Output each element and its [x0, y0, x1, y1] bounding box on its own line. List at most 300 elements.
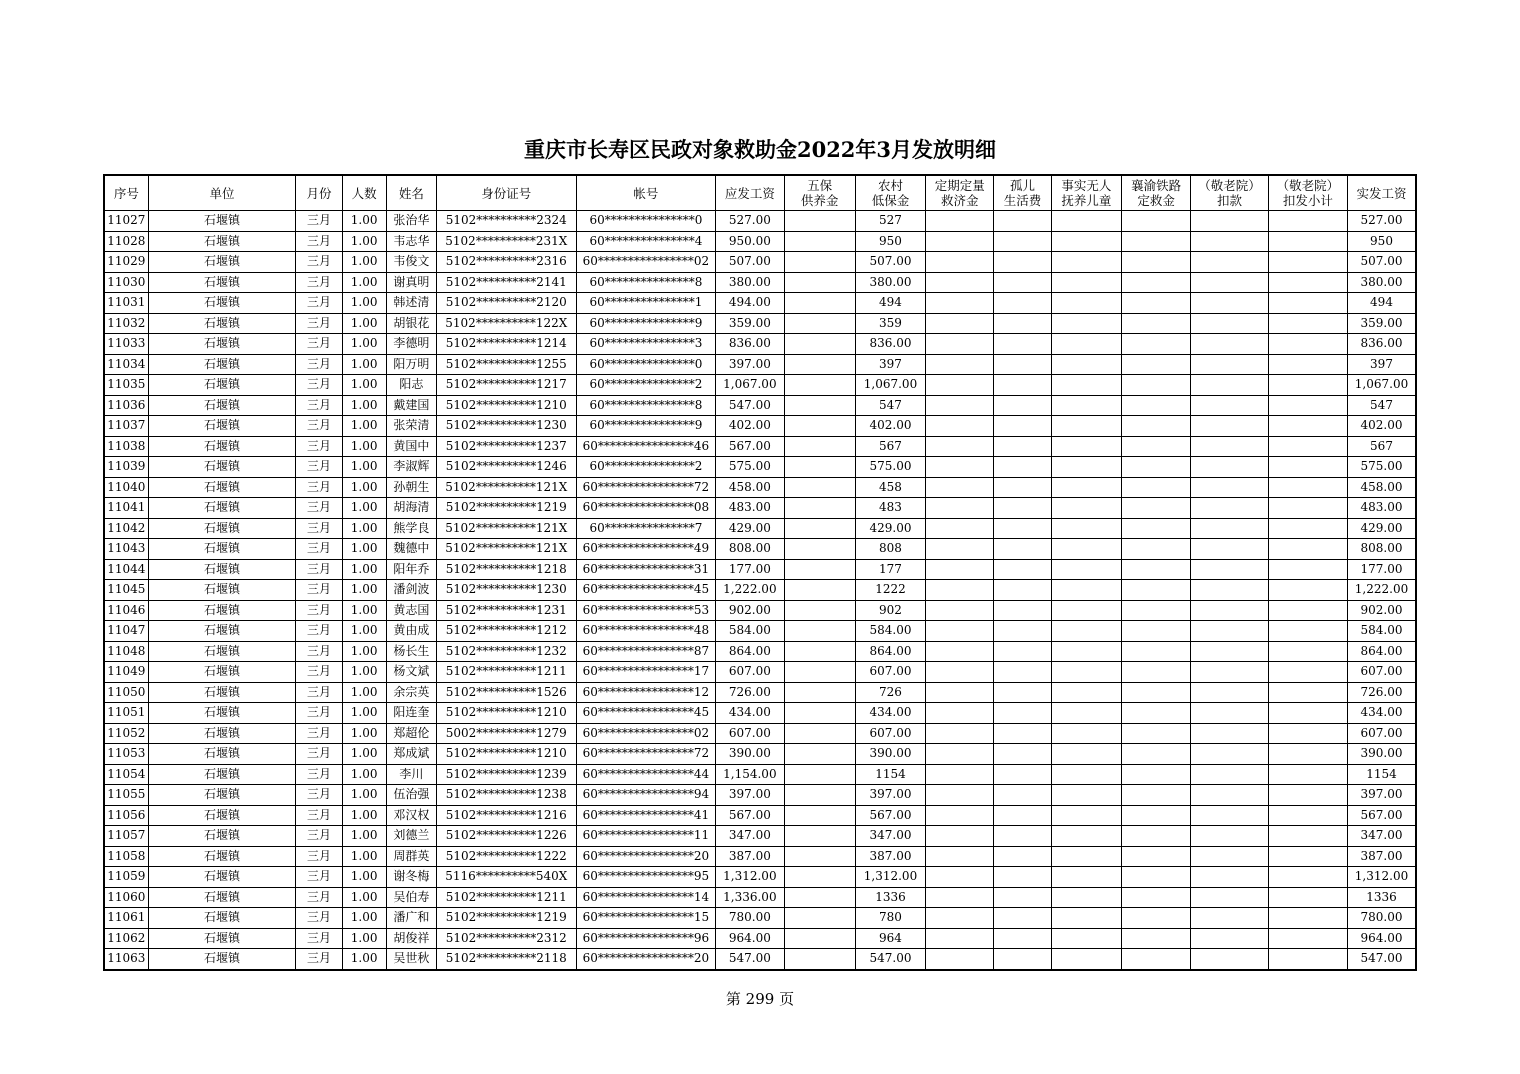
unit-cell: 石堰镇 [148, 826, 296, 847]
table-row [104, 272, 1416, 293]
account-cell: 60****************14 [576, 887, 716, 908]
payable-cell: 950.00 [716, 231, 784, 252]
account-cell: 60****************02 [576, 723, 716, 744]
deduction-cell [1191, 600, 1268, 621]
col-id-header: 身份证号 [436, 175, 576, 211]
count-cell: 1.00 [342, 231, 386, 252]
railway-cell [1122, 621, 1191, 642]
orphan-cell [994, 252, 1051, 273]
wubao-cell [784, 928, 855, 949]
wubao-cell [784, 949, 855, 970]
dibao-cell: 547 [855, 395, 925, 416]
name-cell: 周群英 [386, 846, 436, 867]
railway-cell [1122, 580, 1191, 601]
id-cell: 5102**********1255 [436, 354, 576, 375]
payable-cell: 836.00 [716, 334, 784, 355]
fixed-relief-cell [926, 662, 994, 683]
actual-cell: 1336 [1348, 887, 1416, 908]
actual-cell: 507.00 [1348, 252, 1416, 273]
count-cell: 1.00 [342, 887, 386, 908]
railway-cell [1122, 826, 1191, 847]
railway-cell [1122, 518, 1191, 539]
orphan-cell [994, 293, 1051, 314]
account-cell: 60****************41 [576, 805, 716, 826]
name-cell: 吴世秋 [386, 949, 436, 970]
account-cell: 60****************20 [576, 949, 716, 970]
seq-cell: 11029 [104, 252, 148, 273]
unattended-child-cell [1051, 744, 1121, 765]
table-row [104, 252, 1416, 273]
name-cell: 韦志华 [386, 231, 436, 252]
railway-cell [1122, 313, 1191, 334]
deduction-subtotal-cell [1268, 313, 1347, 334]
table-row [104, 518, 1416, 539]
payable-cell: 387.00 [716, 846, 784, 867]
month-cell: 三月 [296, 354, 342, 375]
deduction-cell [1191, 826, 1268, 847]
table-row [104, 662, 1416, 683]
payable-cell: 1,154.00 [716, 764, 784, 785]
payable-cell: 429.00 [716, 518, 784, 539]
deduction-subtotal-cell [1268, 375, 1347, 396]
account-cell: 60****************53 [576, 600, 716, 621]
payable-cell: 402.00 [716, 416, 784, 437]
fixed-relief-cell [926, 436, 994, 457]
seq-cell: 11057 [104, 826, 148, 847]
table-row [104, 887, 1416, 908]
month-cell: 三月 [296, 375, 342, 396]
name-cell: 杨文斌 [386, 662, 436, 683]
dibao-cell: 483 [855, 498, 925, 519]
count-cell: 1.00 [342, 703, 386, 724]
wubao-cell [784, 354, 855, 375]
month-cell: 三月 [296, 211, 342, 232]
id-cell: 5102**********1230 [436, 580, 576, 601]
seq-cell: 11035 [104, 375, 148, 396]
fixed-relief-cell [926, 395, 994, 416]
seq-cell: 11058 [104, 846, 148, 867]
railway-cell [1122, 252, 1191, 273]
seq-cell: 11049 [104, 662, 148, 683]
name-cell: 谢真明 [386, 272, 436, 293]
deduction-cell [1191, 805, 1268, 826]
id-cell: 5002**********1279 [436, 723, 576, 744]
seq-cell: 11054 [104, 764, 148, 785]
col-fixed-relief-header: 定期定量 救济金 [926, 175, 994, 211]
month-cell: 三月 [296, 949, 342, 970]
unattended-child-cell [1051, 354, 1121, 375]
name-cell: 李淑辉 [386, 457, 436, 478]
fixed-relief-cell [926, 621, 994, 642]
fixed-relief-cell [926, 252, 994, 273]
count-cell: 1.00 [342, 846, 386, 867]
wubao-cell [784, 231, 855, 252]
count-cell: 1.00 [342, 313, 386, 334]
id-cell: 5102**********2316 [436, 252, 576, 273]
railway-cell [1122, 477, 1191, 498]
account-cell: 60***************2 [576, 375, 716, 396]
table-row [104, 334, 1416, 355]
actual-cell: 607.00 [1348, 723, 1416, 744]
railway-cell [1122, 211, 1191, 232]
seq-cell: 11051 [104, 703, 148, 724]
deduction-cell [1191, 395, 1268, 416]
wubao-cell [784, 867, 855, 888]
month-cell: 三月 [296, 908, 342, 929]
name-cell: 刘德兰 [386, 826, 436, 847]
table-row [104, 682, 1416, 703]
fixed-relief-cell [926, 908, 994, 929]
dibao-cell: 902 [855, 600, 925, 621]
railway-cell [1122, 949, 1191, 970]
col-month-header: 月份 [296, 175, 342, 211]
seq-cell: 11056 [104, 805, 148, 826]
unattended-child-cell [1051, 293, 1121, 314]
id-cell: 5102**********1222 [436, 846, 576, 867]
unattended-child-cell [1051, 928, 1121, 949]
actual-cell: 402.00 [1348, 416, 1416, 437]
fixed-relief-cell [926, 805, 994, 826]
actual-cell: 1154 [1348, 764, 1416, 785]
deduction-cell [1191, 703, 1268, 724]
orphan-cell [994, 375, 1051, 396]
wubao-cell [784, 600, 855, 621]
wubao-cell [784, 641, 855, 662]
unit-cell: 石堰镇 [148, 293, 296, 314]
dibao-cell: 397 [855, 354, 925, 375]
name-cell: 韩述清 [386, 293, 436, 314]
deduction-subtotal-cell [1268, 867, 1347, 888]
month-cell: 三月 [296, 539, 342, 560]
payable-cell: 864.00 [716, 641, 784, 662]
orphan-cell [994, 949, 1051, 970]
month-cell: 三月 [296, 457, 342, 478]
unit-cell: 石堰镇 [148, 559, 296, 580]
fixed-relief-cell [926, 477, 994, 498]
table-row [104, 785, 1416, 806]
unattended-child-cell [1051, 621, 1121, 642]
table-row [104, 928, 1416, 949]
orphan-cell [994, 498, 1051, 519]
month-cell: 三月 [296, 518, 342, 539]
name-cell: 吴伯寿 [386, 887, 436, 908]
count-cell: 1.00 [342, 211, 386, 232]
seq-cell: 11059 [104, 867, 148, 888]
name-cell: 黄志国 [386, 600, 436, 621]
deduction-subtotal-cell [1268, 703, 1347, 724]
table-row [104, 457, 1416, 478]
actual-cell: 390.00 [1348, 744, 1416, 765]
count-cell: 1.00 [342, 826, 386, 847]
count-cell: 1.00 [342, 559, 386, 580]
seq-cell: 11034 [104, 354, 148, 375]
orphan-cell [994, 928, 1051, 949]
unattended-child-cell [1051, 949, 1121, 970]
actual-cell: 483.00 [1348, 498, 1416, 519]
seq-cell: 11053 [104, 744, 148, 765]
dibao-cell: 864.00 [855, 641, 925, 662]
wubao-cell [784, 887, 855, 908]
fixed-relief-cell [926, 518, 994, 539]
col-dibao-header: 农村 低保金 [855, 175, 925, 211]
deduction-subtotal-cell [1268, 498, 1347, 519]
count-cell: 1.00 [342, 252, 386, 273]
name-cell: 郑超伦 [386, 723, 436, 744]
payable-cell: 483.00 [716, 498, 784, 519]
id-cell: 5102**********2120 [436, 293, 576, 314]
count-cell: 1.00 [342, 785, 386, 806]
count-cell: 1.00 [342, 457, 386, 478]
orphan-cell [994, 559, 1051, 580]
unit-cell: 石堰镇 [148, 231, 296, 252]
account-cell: 60****************45 [576, 703, 716, 724]
unattended-child-cell [1051, 682, 1121, 703]
table-row [104, 559, 1416, 580]
unit-cell: 石堰镇 [148, 785, 296, 806]
orphan-cell [994, 334, 1051, 355]
orphan-cell [994, 662, 1051, 683]
table-row [104, 826, 1416, 847]
dibao-cell: 780 [855, 908, 925, 929]
dibao-cell: 380.00 [855, 272, 925, 293]
account-cell: 60****************02 [576, 252, 716, 273]
unattended-child-cell [1051, 559, 1121, 580]
deduction-subtotal-cell [1268, 887, 1347, 908]
wubao-cell [784, 846, 855, 867]
deduction-subtotal-cell [1268, 621, 1347, 642]
payable-cell: 607.00 [716, 723, 784, 744]
month-cell: 三月 [296, 805, 342, 826]
unattended-child-cell [1051, 785, 1121, 806]
orphan-cell [994, 805, 1051, 826]
deduction-subtotal-cell [1268, 723, 1347, 744]
account-cell: 60****************11 [576, 826, 716, 847]
unattended-child-cell [1051, 252, 1121, 273]
month-cell: 三月 [296, 334, 342, 355]
fixed-relief-cell [926, 826, 994, 847]
col-count-header: 人数 [342, 175, 386, 211]
count-cell: 1.00 [342, 436, 386, 457]
unit-cell: 石堰镇 [148, 641, 296, 662]
id-cell: 5102**********1226 [436, 826, 576, 847]
fixed-relief-cell [926, 457, 994, 478]
unattended-child-cell [1051, 723, 1121, 744]
account-cell: 60***************8 [576, 395, 716, 416]
unit-cell: 石堰镇 [148, 272, 296, 293]
month-cell: 三月 [296, 928, 342, 949]
account-cell: 60***************9 [576, 416, 716, 437]
deduction-cell [1191, 682, 1268, 703]
actual-cell: 1,067.00 [1348, 375, 1416, 396]
table-row [104, 908, 1416, 929]
actual-cell: 397 [1348, 354, 1416, 375]
name-cell: 潘广和 [386, 908, 436, 929]
payable-cell: 380.00 [716, 272, 784, 293]
payable-cell: 547.00 [716, 949, 784, 970]
unattended-child-cell [1051, 313, 1121, 334]
wubao-cell [784, 518, 855, 539]
unattended-child-cell [1051, 887, 1121, 908]
count-cell: 1.00 [342, 375, 386, 396]
id-cell: 5102**********2324 [436, 211, 576, 232]
account-cell: 60****************20 [576, 846, 716, 867]
fixed-relief-cell [926, 580, 994, 601]
orphan-cell [994, 580, 1051, 601]
unattended-child-cell [1051, 846, 1121, 867]
payable-cell: 434.00 [716, 703, 784, 724]
col-wubao-header: 五保 供养金 [784, 175, 855, 211]
payable-cell: 397.00 [716, 354, 784, 375]
railway-cell [1122, 498, 1191, 519]
actual-cell: 347.00 [1348, 826, 1416, 847]
fixed-relief-cell [926, 928, 994, 949]
col-deduction-header: （敬老院） 扣款 [1191, 175, 1268, 211]
railway-cell [1122, 928, 1191, 949]
count-cell: 1.00 [342, 354, 386, 375]
unattended-child-cell [1051, 641, 1121, 662]
dibao-cell: 964 [855, 928, 925, 949]
count-cell: 1.00 [342, 867, 386, 888]
wubao-cell [784, 436, 855, 457]
dibao-cell: 836.00 [855, 334, 925, 355]
table-row [104, 375, 1416, 396]
seq-cell: 11027 [104, 211, 148, 232]
col-railway-header: 襄渝铁路 定救金 [1122, 175, 1191, 211]
col-orphan-header: 孤儿 生活费 [994, 175, 1051, 211]
id-cell: 5102**********2141 [436, 272, 576, 293]
payable-cell: 547.00 [716, 395, 784, 416]
wubao-cell [784, 375, 855, 396]
name-cell: 潘剑波 [386, 580, 436, 601]
orphan-cell [994, 354, 1051, 375]
count-cell: 1.00 [342, 764, 386, 785]
deduction-cell [1191, 272, 1268, 293]
deduction-subtotal-cell [1268, 395, 1347, 416]
seq-cell: 11041 [104, 498, 148, 519]
deduction-cell [1191, 518, 1268, 539]
railway-cell [1122, 641, 1191, 662]
col-payable-header: 应发工资 [716, 175, 784, 211]
account-cell: 60***************4 [576, 231, 716, 252]
name-cell: 胡俊祥 [386, 928, 436, 949]
count-cell: 1.00 [342, 723, 386, 744]
account-cell: 60****************45 [576, 580, 716, 601]
wubao-cell [784, 826, 855, 847]
railway-cell [1122, 662, 1191, 683]
dibao-cell: 607.00 [855, 723, 925, 744]
count-cell: 1.00 [342, 928, 386, 949]
unattended-child-cell [1051, 457, 1121, 478]
deduction-cell [1191, 477, 1268, 498]
wubao-cell [784, 621, 855, 642]
name-cell: 李德明 [386, 334, 436, 355]
unattended-child-cell [1051, 908, 1121, 929]
wubao-cell [784, 723, 855, 744]
deduction-subtotal-cell [1268, 682, 1347, 703]
name-cell: 伍治强 [386, 785, 436, 806]
id-cell: 5116**********540X [436, 867, 576, 888]
table-row [104, 395, 1416, 416]
actual-cell: 429.00 [1348, 518, 1416, 539]
wubao-cell [784, 764, 855, 785]
fixed-relief-cell [926, 416, 994, 437]
name-cell: 胡海清 [386, 498, 436, 519]
wubao-cell [784, 395, 855, 416]
seq-cell: 11037 [104, 416, 148, 437]
orphan-cell [994, 272, 1051, 293]
seq-cell: 11038 [104, 436, 148, 457]
payable-cell: 567.00 [716, 805, 784, 826]
name-cell: 邓汉权 [386, 805, 436, 826]
actual-cell: 964.00 [1348, 928, 1416, 949]
orphan-cell [994, 211, 1051, 232]
deduction-cell [1191, 559, 1268, 580]
fixed-relief-cell [926, 682, 994, 703]
deduction-subtotal-cell [1268, 805, 1347, 826]
orphan-cell [994, 826, 1051, 847]
dibao-cell: 434.00 [855, 703, 925, 724]
orphan-cell [994, 416, 1051, 437]
unit-cell: 石堰镇 [148, 662, 296, 683]
wubao-cell [784, 539, 855, 560]
dibao-cell: 177 [855, 559, 925, 580]
dibao-cell: 1154 [855, 764, 925, 785]
wubao-cell [784, 334, 855, 355]
orphan-cell [994, 313, 1051, 334]
month-cell: 三月 [296, 682, 342, 703]
dibao-cell: 402.00 [855, 416, 925, 437]
dibao-cell: 547.00 [855, 949, 925, 970]
count-cell: 1.00 [342, 600, 386, 621]
seq-cell: 11061 [104, 908, 148, 929]
id-cell: 5102**********1526 [436, 682, 576, 703]
fixed-relief-cell [926, 231, 994, 252]
deduction-subtotal-cell [1268, 764, 1347, 785]
account-cell: 60***************0 [576, 211, 716, 232]
dibao-cell: 1,312.00 [855, 867, 925, 888]
account-cell: 60****************44 [576, 764, 716, 785]
orphan-cell [994, 867, 1051, 888]
id-cell: 5102**********1239 [436, 764, 576, 785]
month-cell: 三月 [296, 559, 342, 580]
deduction-subtotal-cell [1268, 252, 1347, 273]
actual-cell: 575.00 [1348, 457, 1416, 478]
actual-cell: 494 [1348, 293, 1416, 314]
unattended-child-cell [1051, 764, 1121, 785]
account-cell: 60****************87 [576, 641, 716, 662]
account-cell: 60****************72 [576, 744, 716, 765]
dibao-cell: 808 [855, 539, 925, 560]
month-cell: 三月 [296, 436, 342, 457]
account-cell: 60****************17 [576, 662, 716, 683]
railway-cell [1122, 887, 1191, 908]
payable-cell: 964.00 [716, 928, 784, 949]
unit-cell: 石堰镇 [148, 457, 296, 478]
deduction-subtotal-cell [1268, 457, 1347, 478]
orphan-cell [994, 477, 1051, 498]
unattended-child-cell [1051, 703, 1121, 724]
deduction-subtotal-cell [1268, 928, 1347, 949]
railway-cell [1122, 785, 1191, 806]
wubao-cell [784, 477, 855, 498]
id-cell: 5102**********2312 [436, 928, 576, 949]
account-cell: 60***************7 [576, 518, 716, 539]
unit-cell: 石堰镇 [148, 518, 296, 539]
account-cell: 60****************94 [576, 785, 716, 806]
actual-cell: 567.00 [1348, 805, 1416, 826]
id-cell: 5102**********122X [436, 313, 576, 334]
table-row [104, 354, 1416, 375]
